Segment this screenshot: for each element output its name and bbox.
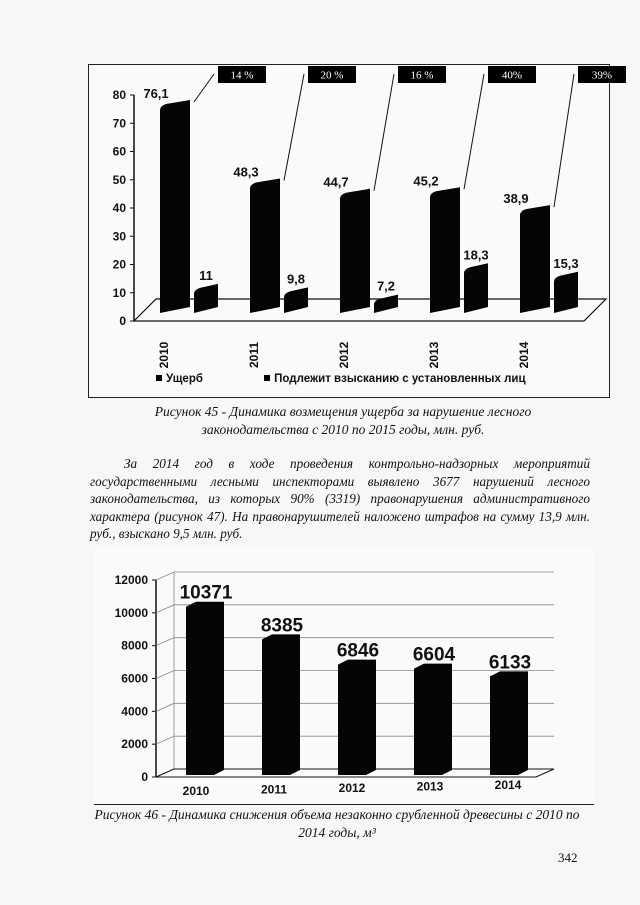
percent-label: 20 % bbox=[320, 69, 344, 82]
bar-recoverable bbox=[464, 263, 488, 313]
bar-damage bbox=[160, 100, 190, 313]
figure-45-caption: Рисунок 45 - Динамика возмещения ущерба за нарушение лесного законодательства с 2010 по 2015 годы, млн. руб. bbox=[154, 404, 532, 437]
legend-item-damage bbox=[156, 373, 203, 385]
x-category-label: 2011 bbox=[247, 341, 261, 369]
x-category-label: 2011 bbox=[260, 782, 288, 797]
bar-recoverable bbox=[194, 284, 218, 313]
damage-value-label: 45,2 bbox=[413, 173, 439, 189]
y-tick-label: 30 bbox=[112, 229, 126, 244]
x-category-label: 2012 bbox=[338, 781, 366, 795]
percent-leader-line bbox=[194, 74, 214, 102]
x-category-label: 2010 bbox=[157, 341, 171, 369]
recoverable-value-label: 7,2 bbox=[376, 278, 396, 294]
x-category-label: 2013 bbox=[416, 779, 444, 794]
figure-46-caption: Рисунок 46 - Динамика снижения объема незаконно срубленной древесины с 2010 по 2014 годы, м³ bbox=[94, 807, 580, 840]
percent-label: 16 % bbox=[410, 69, 434, 82]
y-tick-label: 2000 bbox=[121, 737, 148, 752]
bar-volume bbox=[414, 664, 452, 775]
y-tick-label: 40 bbox=[112, 201, 126, 215]
bar-volume bbox=[338, 660, 376, 775]
x-category-label: 2014 bbox=[517, 341, 531, 369]
volume-value-label: 6133 bbox=[488, 652, 532, 674]
y-tick-label: 50 bbox=[112, 172, 126, 187]
legend-item-recoverable bbox=[264, 373, 525, 385]
y-tick-label: 0 bbox=[141, 770, 148, 784]
bar-damage bbox=[340, 189, 370, 313]
bar-recoverable bbox=[284, 287, 308, 313]
recoverable-value-label: 11 bbox=[199, 267, 213, 283]
x-category-label: 2013 bbox=[427, 341, 441, 369]
y-tick-label: 80 bbox=[112, 88, 126, 102]
bar-volume bbox=[186, 602, 224, 775]
x-category-label: 2010 bbox=[182, 784, 210, 798]
percent-label: 40% bbox=[501, 69, 523, 82]
y-tick-label: 60 bbox=[112, 144, 126, 159]
volume-value-label: 6604 bbox=[412, 644, 456, 666]
y-tick-label: 4000 bbox=[121, 704, 148, 719]
recoverable-value-label: 18,3 bbox=[463, 247, 489, 263]
gridline bbox=[156, 572, 554, 580]
bar-damage bbox=[250, 179, 280, 313]
percent-label: 14 % bbox=[230, 69, 254, 82]
bar-recoverable bbox=[554, 272, 578, 313]
recoverable-value-label: 9,8 bbox=[286, 271, 306, 287]
bar-damage bbox=[520, 205, 550, 313]
legend-swatch-damage bbox=[156, 375, 162, 381]
volume-value-label: 6846 bbox=[336, 640, 380, 662]
y-tick-label: 70 bbox=[112, 116, 126, 131]
damage-value-label: 38,9 bbox=[503, 191, 529, 207]
damage-value-label: 76,1 bbox=[143, 86, 169, 102]
chart-45-svg bbox=[88, 64, 613, 398]
percent-leader-line bbox=[284, 74, 304, 181]
x-category-label: 2014 bbox=[494, 778, 522, 792]
bar-volume bbox=[490, 671, 528, 775]
body-paragraph: За 2014 год в ходе проведения контрольно-надзорных мероприятий государственными лесными инспекторами выявлено 3677 нарушений лесного законодательства, из которых 90% (3319) правонарушения административного характера (рисунок 47). На правонарушителей наложено штрафов на сумму 13,9 млн. руб., взыскано 9,5 млн. руб. bbox=[90, 456, 590, 541]
y-tick-label: 8000 bbox=[121, 638, 148, 653]
legend-label-recoverable: Подлежит взысканию с установленных лиц bbox=[274, 373, 526, 385]
damage-value-label: 48,3 bbox=[233, 164, 259, 180]
legend-label-damage: Ущерб bbox=[166, 373, 203, 385]
percent-leader-line bbox=[554, 74, 574, 207]
chart-46-svg bbox=[94, 542, 594, 806]
y-tick-label: 0 bbox=[119, 314, 126, 328]
y-tick-label: 10 bbox=[112, 285, 126, 300]
percent-label: 39% bbox=[591, 69, 613, 82]
bar-volume bbox=[262, 634, 300, 775]
y-tick-label: 6000 bbox=[121, 671, 148, 686]
recoverable-value-label: 15,3 bbox=[553, 255, 579, 271]
legend-swatch-recoverable bbox=[264, 375, 270, 381]
x-category-label: 2012 bbox=[337, 341, 351, 369]
volume-value-label: 8385 bbox=[260, 615, 304, 637]
percent-leader-line bbox=[464, 74, 484, 189]
y-tick-label: 20 bbox=[112, 257, 126, 272]
damage-value-label: 44,7 bbox=[323, 174, 349, 190]
page-number: 342 bbox=[558, 850, 578, 865]
bar-recoverable bbox=[374, 295, 398, 313]
y-tick-label: 10000 bbox=[114, 605, 148, 620]
volume-value-label: 10371 bbox=[179, 582, 233, 604]
percent-leader-line bbox=[374, 74, 394, 191]
bar-damage bbox=[430, 187, 460, 313]
y-tick-label: 12000 bbox=[114, 573, 148, 587]
chart-45-legend bbox=[156, 373, 526, 385]
